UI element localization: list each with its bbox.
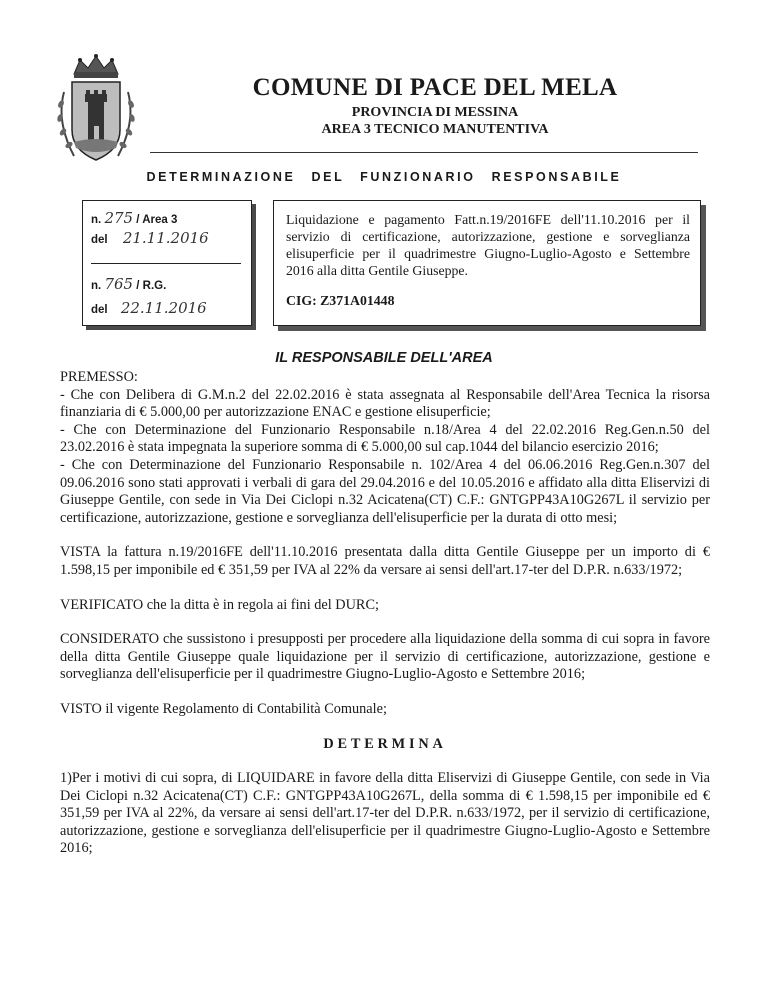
premises-heading: PREMESSO: (60, 369, 138, 385)
rg-number-handwritten: 765 (104, 275, 134, 293)
rg-date-row: del 22.11.2016 (91, 299, 207, 317)
determina-item: 1)Per i motivi di cui sopra, di LIQUIDARE in favore della ditta Eliservizi di Giuseppe Gentile, con sede in Via Dei Ciclopi n.32 Acicatena(CT) C.F.: GNTGPP43A10G267L, della somma di € 1.598,15 per imponibile ed € 351,59 per IVA al 22%, da versare ai sensi dell'art.17-ter del D.P.R. n.633/1972, per il servizio di certificazione, autorizzazione, gestione e sorveglianza dell'elisuperficie per il quadrimestre Giugno-Luglio-Agosto e Settembre 2016; (60, 770, 710, 857)
document-body (60, 369, 710, 858)
paragraph-considerato: CONSIDERATO che sussistono i presupposti per procedere alla liquidazione della somma di cui sopra in favore della ditta Gentile Giuseppe quale liquidazione per il servizio di certificazione, autorizzazione, gestione e sorveglianza dell'elisuperficie per il quadrimestre Giugno-Luglio-Agosto e Settembre 2016; (60, 631, 710, 683)
determina-title: DETERMINA (323, 735, 447, 752)
paragraph-visto: VISTO il vigente Regolamento di Contabilità Comunale; (60, 700, 387, 717)
premise-item: - Che con Delibera di G.M.n.2 del 22.02.2016 è stata assegnata al Responsabile dell'Area Tecnica la risorsa finanziaria di € 5.000,00 per autorizzazione ENAC e gestione elisuperficie; (60, 386, 710, 421)
letterhead (150, 74, 720, 138)
premise-item: - Che con Determinazione del Funzionario Responsabile n.18/Area 4 del 22.02.2016 Reg.Gen.n.50 del 23.02.2016 è stata impegnata la superiore somma di € 5.000,00 sul cap.1044 del bilancio esercizio 2016; (60, 421, 710, 456)
subject-text: Liquidazione e pagamento Fatt.n.19/2016FE dell'11.10.2016 per il servizio di certificazione, autorizzazione, gestione e sorveglianza elisuperficie per il quadrimestre Giugno-Luglio-Agosto e Settembre 2016 alla ditta Gentile Giuseppe. (286, 212, 690, 278)
area-number-handwritten: 275 (104, 209, 134, 227)
area-date-row: del 21.11.2016 (91, 229, 209, 247)
rg-date-handwritten: 22.11.2016 (120, 299, 207, 317)
coat-of-arms-icon (50, 52, 142, 168)
area-date-handwritten: 21.11.2016 (122, 229, 209, 247)
rg-number-row: n. 765 / R.G. (91, 275, 167, 293)
area-number-row: n. 275 / Area 3 (91, 209, 178, 227)
registry-box (82, 200, 252, 326)
premise-item: - Che con Determinazione del Funzionario Responsabile n. 102/Area 4 del 06.06.2016 Reg.Gen.n.307 del 09.06.2016 sono stati approvati i verbali di gara del 29.04.2016 e del 10.05.2016 e affidato alla ditta Eliservizi di Giuseppe Gentile, con sede in Via Dei Ciclopi n.32 Acicatena(CT) C.F.: GNTGPP43A10G267L il servizio per certificazione, autorizzazione, gestione e sorveglianza dell'elisuperficie per la durata di otto mesi; (60, 456, 710, 526)
cig-code: CIG: Z371A01448 (286, 293, 395, 308)
subject-box (273, 200, 701, 326)
paragraph-vista: VISTA la fattura n.19/2016FE dell'11.10.2016 presentata dalla ditta Gentile Giuseppe per un importo di € 1.598,15 per imponibile ed € 351,59 per IVA al 22% da versare ai sensi dell'art.17-ter del D.P.R. n.633/1972; (60, 544, 710, 578)
province-name: PROVINCIA DI MESSINA (351, 105, 519, 120)
header-divider (150, 152, 698, 153)
area-name: AREA 3 TECNICO MANUTENTIVA (321, 122, 549, 137)
document-type-title: DETERMINAZIONE DEL FUNZIONARIO RESPONSABILE (146, 170, 622, 184)
paragraph-verificato: VERIFICATO che la ditta è in regola ai fini del DURC; (60, 596, 379, 613)
municipality-name: COMUNE DI PACE DEL MELA (252, 74, 618, 101)
section-title: IL RESPONSABILE DELL'AREA (275, 350, 493, 366)
registry-separator (91, 263, 241, 264)
